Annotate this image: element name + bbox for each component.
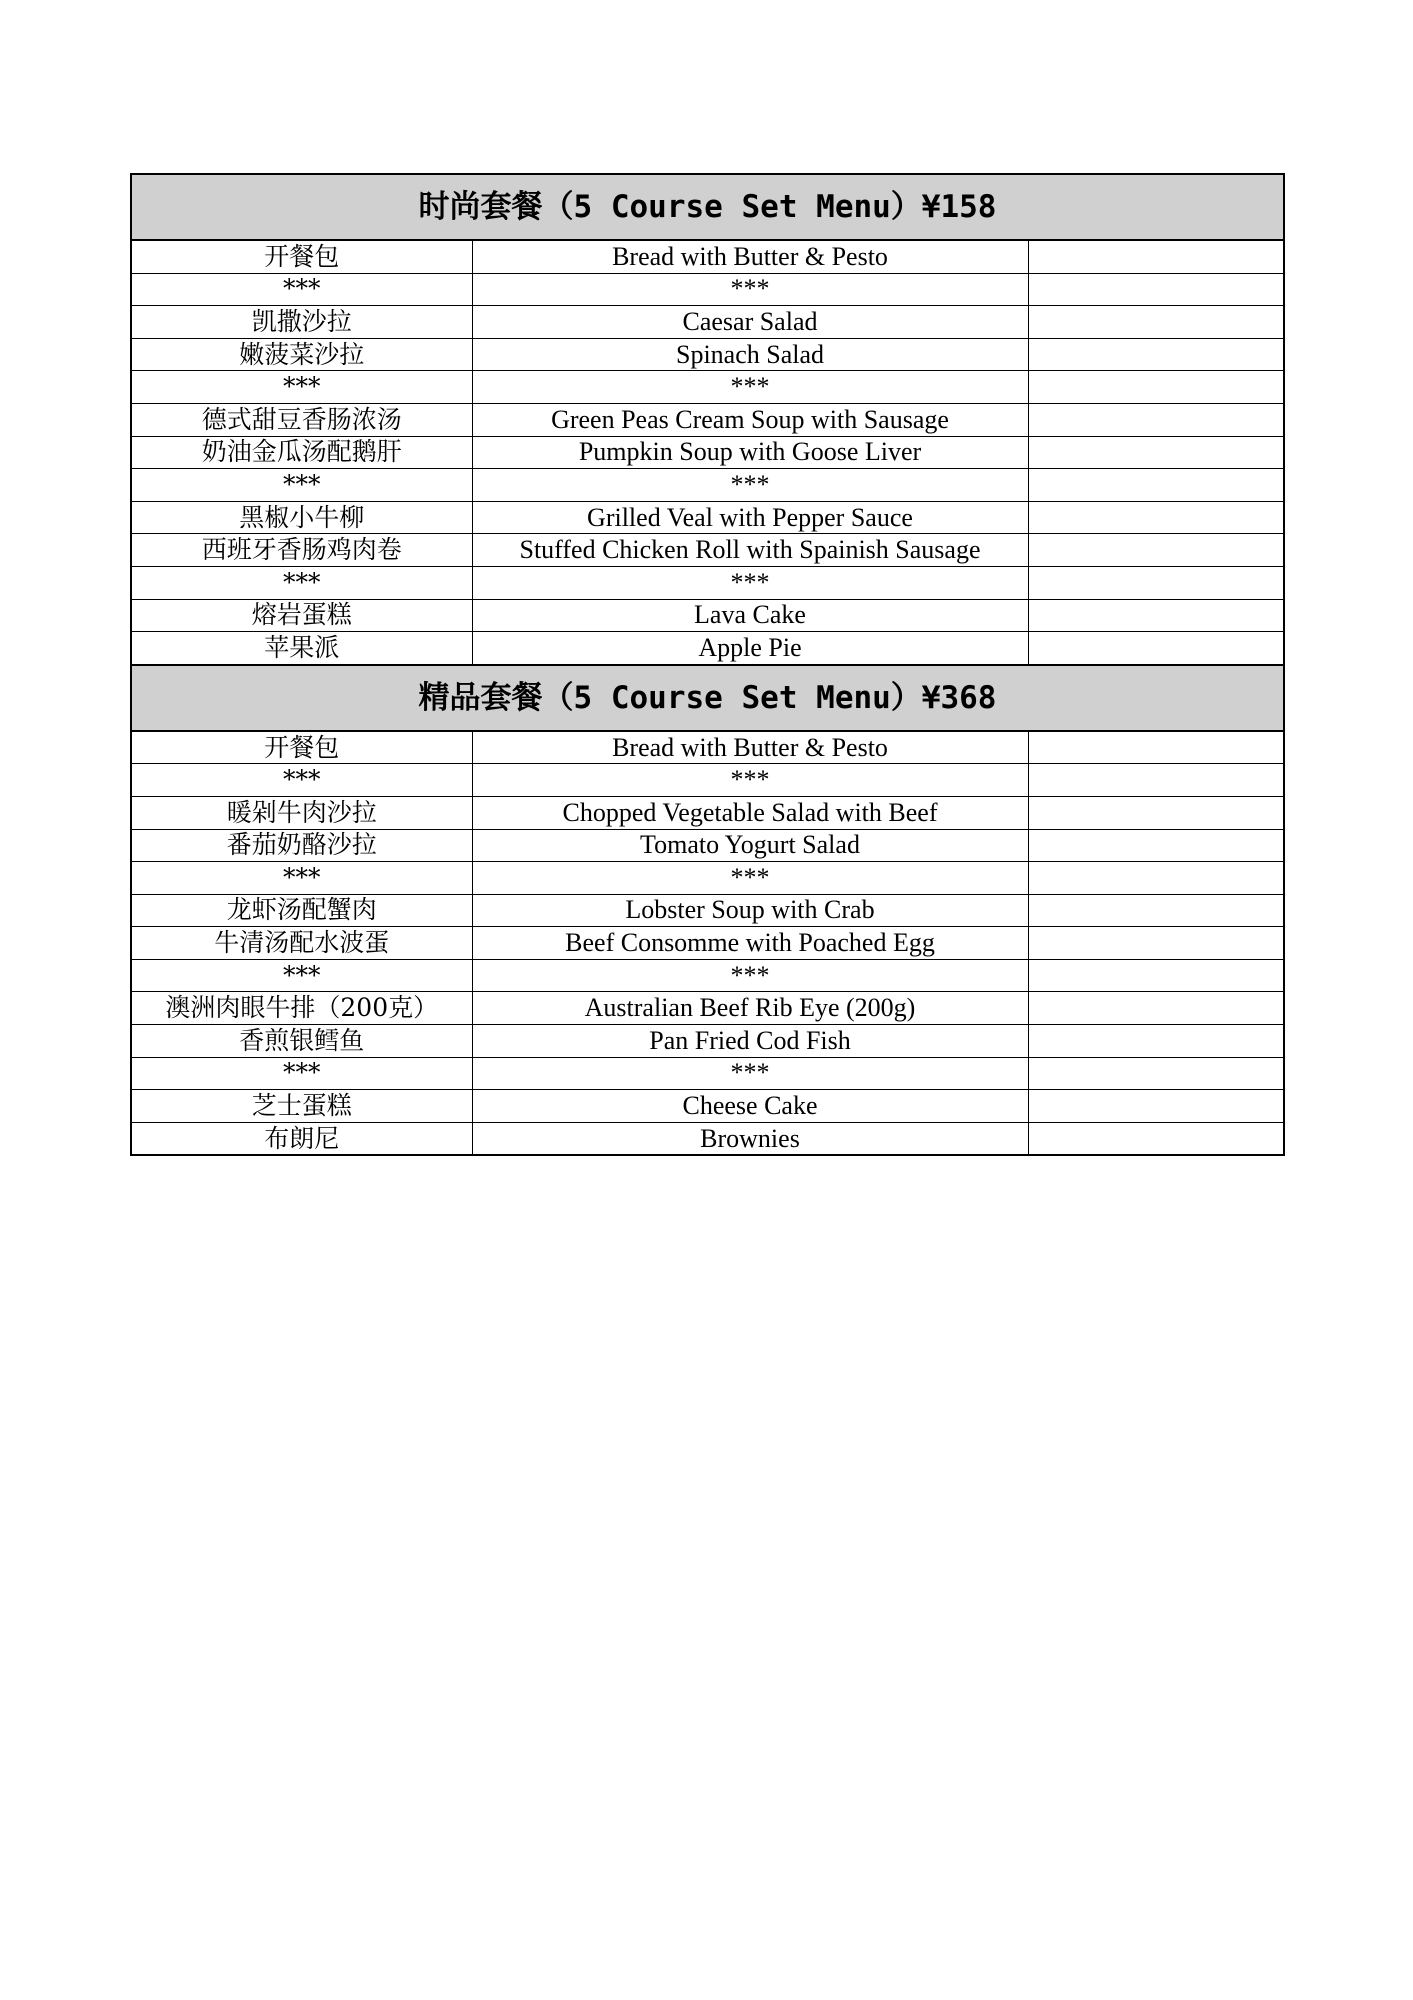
empty-cell [1028,731,1284,764]
dish-english-name: Green Peas Cream Soup with Sausage [472,403,1028,436]
menu-row [131,599,1284,632]
empty-cell [1028,469,1284,502]
dish-english-name: Lava Cake [472,599,1028,632]
menu-row [131,566,1284,599]
dish-english-name: Tomato Yogurt Salad [472,829,1028,862]
dish-chinese-name: 布朗尼 [131,1122,472,1155]
dish-chinese-name: 开餐包 [131,240,472,273]
dish-chinese-name: 苹果派 [131,632,472,665]
empty-cell [1028,959,1284,992]
empty-cell [1028,240,1284,273]
empty-cell [1028,992,1284,1025]
menu-row [131,796,1284,829]
dish-chinese-name: *** [131,959,472,992]
dish-chinese-name: *** [131,273,472,306]
menu-row [131,501,1284,534]
dish-chinese-name: 西班牙香肠鸡肉卷 [131,534,472,567]
dish-english-name: *** [472,566,1028,599]
dish-chinese-name: 熔岩蛋糕 [131,599,472,632]
menu-row [131,273,1284,306]
dish-chinese-name: *** [131,566,472,599]
empty-cell [1028,501,1284,534]
empty-cell [1028,1090,1284,1123]
dish-english-name: Brownies [472,1122,1028,1155]
dish-english-name: Lobster Soup with Crab [472,894,1028,927]
section-title: 时尚套餐（5 Course Set Menu）¥158 [131,174,1284,240]
menu-row [131,306,1284,339]
menu-row [131,862,1284,895]
dish-english-name: Grilled Veal with Pepper Sauce [472,501,1028,534]
dish-chinese-name: *** [131,1057,472,1090]
dish-chinese-name: *** [131,371,472,404]
dish-chinese-name: 芝士蛋糕 [131,1090,472,1123]
dish-chinese-name: *** [131,764,472,797]
empty-cell [1028,371,1284,404]
dish-english-name: *** [472,959,1028,992]
dish-chinese-name: *** [131,469,472,502]
empty-cell [1028,764,1284,797]
empty-cell [1028,796,1284,829]
menu-row [131,829,1284,862]
dish-chinese-name: 奶油金瓜汤配鹅肝 [131,436,472,469]
menu-row [131,731,1284,764]
dish-english-name: Bread with Butter & Pesto [472,240,1028,273]
dish-english-name: Stuffed Chicken Roll with Spainish Sausage [472,534,1028,567]
menu-row [131,1057,1284,1090]
section-title: 精品套餐（5 Course Set Menu）¥368 [131,665,1284,731]
dish-chinese-name: 开餐包 [131,731,472,764]
dish-chinese-name: 德式甜豆香肠浓汤 [131,403,472,436]
empty-cell [1028,599,1284,632]
menu-row [131,240,1284,273]
dish-chinese-name: 龙虾汤配蟹肉 [131,894,472,927]
dish-english-name: *** [472,862,1028,895]
dish-chinese-name: *** [131,862,472,895]
menu-row [131,959,1284,992]
menu-row [131,338,1284,371]
dish-chinese-name: 香煎银鳕鱼 [131,1025,472,1058]
dish-chinese-name: 牛清汤配水波蛋 [131,927,472,960]
set-menu-table [130,173,1285,1156]
menu-row [131,371,1284,404]
empty-cell [1028,566,1284,599]
empty-cell [1028,436,1284,469]
dish-english-name: Chopped Vegetable Salad with Beef [472,796,1028,829]
dish-english-name: Bread with Butter & Pesto [472,731,1028,764]
menu-row [131,927,1284,960]
menu-row [131,403,1284,436]
dish-chinese-name: 澳洲肉眼牛排（200克） [131,992,472,1025]
set-menu-body [131,174,1284,1155]
section-header [131,174,1284,240]
dish-chinese-name: 黑椒小牛柳 [131,501,472,534]
dish-chinese-name: 凯撒沙拉 [131,306,472,339]
menu-row [131,1122,1284,1155]
dish-english-name: Cheese Cake [472,1090,1028,1123]
menu-row [131,894,1284,927]
menu-row [131,1025,1284,1058]
dish-english-name: *** [472,764,1028,797]
menu-row [131,534,1284,567]
dish-chinese-name: 番茄奶酪沙拉 [131,829,472,862]
empty-cell [1028,403,1284,436]
menu-row [131,1090,1284,1123]
dish-english-name: Spinach Salad [472,338,1028,371]
dish-english-name: Apple Pie [472,632,1028,665]
dish-english-name: *** [472,371,1028,404]
empty-cell [1028,1122,1284,1155]
dish-english-name: *** [472,273,1028,306]
empty-cell [1028,829,1284,862]
empty-cell [1028,927,1284,960]
section-header [131,665,1284,731]
empty-cell [1028,273,1284,306]
dish-english-name: Pan Fried Cod Fish [472,1025,1028,1058]
dish-english-name: *** [472,1057,1028,1090]
menu-row [131,764,1284,797]
empty-cell [1028,894,1284,927]
dish-english-name: Beef Consomme with Poached Egg [472,927,1028,960]
dish-english-name: *** [472,469,1028,502]
menu-row [131,992,1284,1025]
dish-english-name: Pumpkin Soup with Goose Liver [472,436,1028,469]
menu-row [131,469,1284,502]
empty-cell [1028,1057,1284,1090]
menu-row [131,436,1284,469]
menu-row [131,632,1284,665]
dish-english-name: Australian Beef Rib Eye (200g) [472,992,1028,1025]
dish-chinese-name: 暖剁牛肉沙拉 [131,796,472,829]
dish-english-name: Caesar Salad [472,306,1028,339]
empty-cell [1028,534,1284,567]
empty-cell [1028,338,1284,371]
empty-cell [1028,306,1284,339]
empty-cell [1028,862,1284,895]
empty-cell [1028,1025,1284,1058]
dish-chinese-name: 嫩菠菜沙拉 [131,338,472,371]
empty-cell [1028,632,1284,665]
